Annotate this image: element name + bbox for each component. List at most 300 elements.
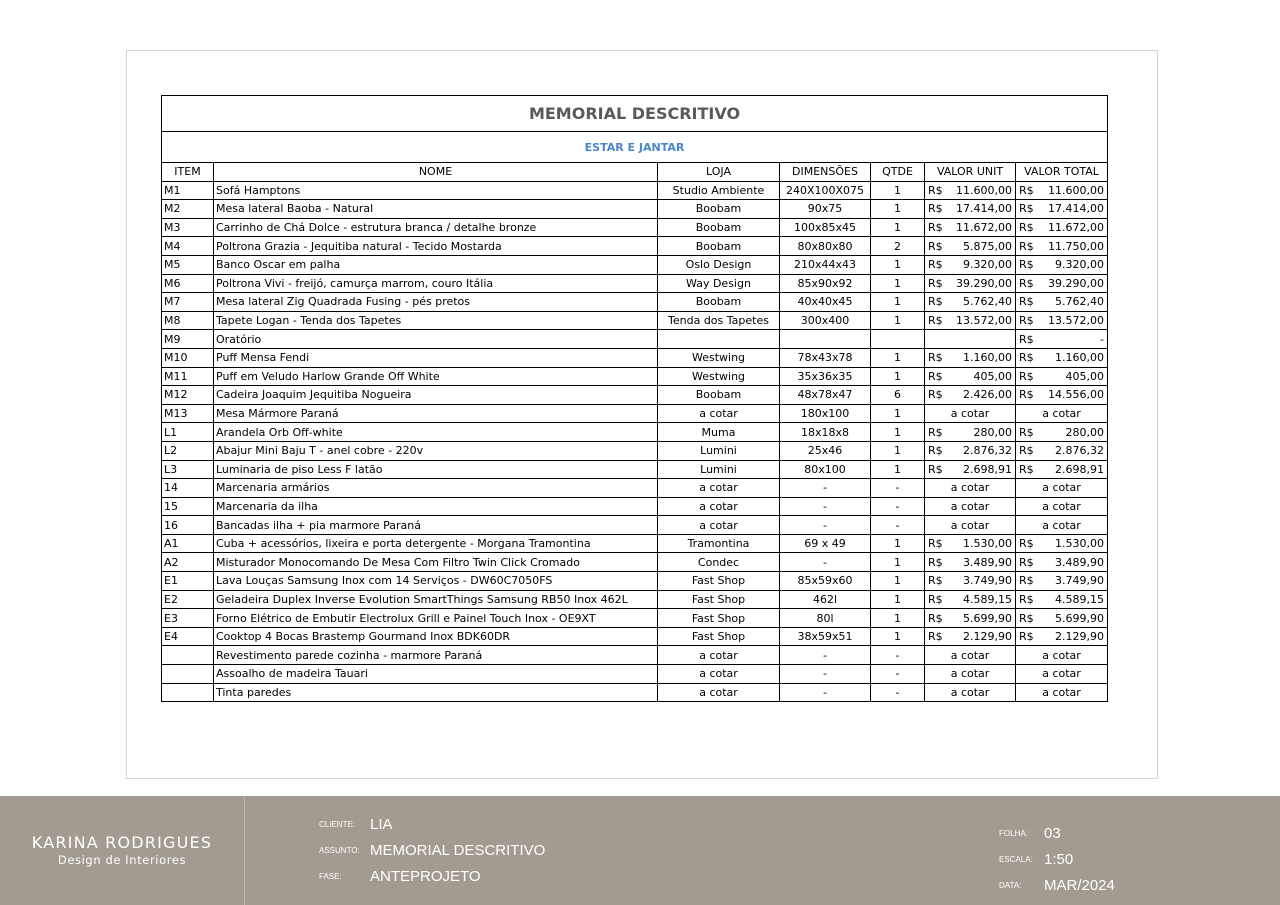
- total-price: [1016, 572, 1108, 591]
- item-store: Fast Shop: [658, 627, 780, 646]
- item-name: Arandela Orb Off-white: [214, 423, 658, 442]
- currency-symbol: R$: [928, 369, 943, 383]
- table-row: [162, 367, 1108, 386]
- item-dimensions: -: [780, 683, 871, 702]
- item-dimensions: 80x100: [780, 460, 871, 479]
- table-row: [162, 627, 1108, 646]
- unit-price: [925, 572, 1016, 591]
- item-code: M9: [162, 330, 214, 349]
- item-name: Assoalho de madeira Tauari: [214, 665, 658, 684]
- currency-symbol: R$: [1019, 276, 1034, 290]
- item-name: Carrinho de Chá Dolce - estrutura branca / detalhe bronze: [214, 218, 658, 237]
- item-store: Muma: [658, 423, 780, 442]
- item-store: a cotar: [658, 497, 780, 516]
- item-dimensions: 90x75: [780, 200, 871, 219]
- item-store: a cotar: [658, 665, 780, 684]
- total-price: a cotar: [1016, 646, 1108, 665]
- item-code: 15: [162, 497, 214, 516]
- data-label: DATA:: [999, 881, 1022, 890]
- item-dimensions: 69 x 49: [780, 534, 871, 553]
- item-store: Boobam: [658, 386, 780, 405]
- section-title: ESTAR E JANTAR: [162, 132, 1108, 163]
- item-dimensions: 462l: [780, 590, 871, 609]
- item-dimensions: 38x59x51: [780, 627, 871, 646]
- fase-label: FASE:: [319, 872, 342, 881]
- item-name: Oratório: [214, 330, 658, 349]
- item-code: M2: [162, 200, 214, 219]
- item-dimensions: 100x85x45: [780, 218, 871, 237]
- currency-symbol: R$: [928, 258, 943, 272]
- item-dimensions: 300x400: [780, 311, 871, 330]
- item-name: Forno Elétrico de Embutir Electrolux Grill e Painel Touch Inox - OE9XT: [214, 609, 658, 628]
- total-price: [1016, 627, 1108, 646]
- total-price-amount: 1.160,00: [1055, 351, 1104, 365]
- table-row: [162, 423, 1108, 442]
- item-name: Revestimento parede cozinha - marmore Paraná: [214, 646, 658, 665]
- item-dimensions: 80x80x80: [780, 237, 871, 256]
- currency-symbol: R$: [928, 221, 943, 235]
- unit-price: [925, 274, 1016, 293]
- total-price-amount: 405,00: [1065, 369, 1104, 383]
- currency-symbol: R$: [1019, 314, 1034, 328]
- table-row: [162, 534, 1108, 553]
- item-dimensions: [780, 330, 871, 349]
- folha-label: FOLHA:: [999, 829, 1028, 838]
- total-price-amount: 11.600,00: [1048, 183, 1104, 197]
- item-store: Boobam: [658, 293, 780, 312]
- currency-symbol: R$: [928, 314, 943, 328]
- currency-symbol: R$: [1019, 295, 1034, 309]
- item-name: Marcenaria armários: [214, 479, 658, 498]
- table-row: [162, 609, 1108, 628]
- item-name: Cadeira Joaquim Jequitiba Nogueira: [214, 386, 658, 405]
- unit-price: [925, 423, 1016, 442]
- unit-price-amount: 2.876,32: [963, 444, 1012, 458]
- item-store: Fast Shop: [658, 609, 780, 628]
- total-price-amount: 11.672,00: [1048, 221, 1104, 235]
- unit-price-amount: 11.600,00: [956, 183, 1012, 197]
- item-code: M11: [162, 367, 214, 386]
- item-name: Banco Oscar em palha: [214, 255, 658, 274]
- total-price-amount: 14.556,00: [1048, 388, 1104, 402]
- item-code: E1: [162, 572, 214, 591]
- table-row: [162, 665, 1108, 684]
- item-name: Tapete Logan - Tenda dos Tapetes: [214, 311, 658, 330]
- item-store: a cotar: [658, 479, 780, 498]
- item-quantity: 1: [871, 590, 925, 609]
- currency-symbol: R$: [1019, 258, 1034, 272]
- currency-symbol: R$: [928, 444, 943, 458]
- col-header-nome: NOME: [214, 163, 658, 182]
- unit-price: [925, 348, 1016, 367]
- currency-symbol: R$: [1019, 425, 1034, 439]
- currency-symbol: R$: [1019, 183, 1034, 197]
- item-store: Boobam: [658, 218, 780, 237]
- item-name: Puff em Veludo Harlow Grande Off White: [214, 367, 658, 386]
- unit-price: a cotar: [925, 665, 1016, 684]
- currency-symbol: R$: [928, 630, 943, 644]
- item-quantity: -: [871, 479, 925, 498]
- currency-symbol: R$: [1019, 351, 1034, 365]
- unit-price-amount: 5.699,90: [963, 611, 1012, 625]
- table-row: [162, 181, 1108, 200]
- unit-price-amount: 5.875,00: [963, 239, 1012, 253]
- table-row: [162, 237, 1108, 256]
- total-price: [1016, 181, 1108, 200]
- total-price: [1016, 237, 1108, 256]
- item-store: Tramontina: [658, 534, 780, 553]
- unit-price: [925, 218, 1016, 237]
- total-price: [1016, 460, 1108, 479]
- unit-price: [925, 293, 1016, 312]
- currency-symbol: R$: [928, 239, 943, 253]
- unit-price-amount: 4.589,15: [963, 592, 1012, 606]
- currency-symbol: R$: [1019, 369, 1034, 383]
- item-name: Puff Mensa Fendi: [214, 348, 658, 367]
- total-price: [1016, 441, 1108, 460]
- unit-price-amount: 2.129,90: [963, 630, 1012, 644]
- item-name: Mesa Mármore Paraná: [214, 404, 658, 423]
- total-price-amount: 17.414,00: [1048, 202, 1104, 216]
- table-row: [162, 311, 1108, 330]
- unit-price-amount: 13.572,00: [956, 314, 1012, 328]
- item-name: Geladeira Duplex Inverse Evolution SmartThings Samsung RB50 Inox 462L: [214, 590, 658, 609]
- unit-price-amount: 2.698,91: [963, 462, 1012, 476]
- item-code: A1: [162, 534, 214, 553]
- table-row: [162, 386, 1108, 405]
- table-row: [162, 646, 1108, 665]
- total-price: [1016, 218, 1108, 237]
- item-quantity: 1: [871, 404, 925, 423]
- item-store: Lumini: [658, 460, 780, 479]
- item-store: Fast Shop: [658, 590, 780, 609]
- item-quantity: 6: [871, 386, 925, 405]
- item-name: Sofá Hamptons: [214, 181, 658, 200]
- total-price: [1016, 348, 1108, 367]
- data-value: MAR/2024: [1044, 877, 1115, 894]
- total-price: [1016, 330, 1108, 349]
- folha-value: 03: [1044, 825, 1061, 842]
- total-price-amount: 3.489,90: [1055, 555, 1104, 569]
- item-quantity: 1: [871, 218, 925, 237]
- total-price-amount: 1.530,00: [1055, 537, 1104, 551]
- memorial-table: [161, 95, 1108, 702]
- col-header-valor-total: VALOR TOTAL: [1016, 163, 1108, 182]
- unit-price-amount: 9.320,00: [963, 258, 1012, 272]
- item-name: Tinta paredes: [214, 683, 658, 702]
- assunto-label: ASSUNTO:: [319, 846, 360, 855]
- item-quantity: 1: [871, 274, 925, 293]
- table-row: [162, 553, 1108, 572]
- item-dimensions: 180x100: [780, 404, 871, 423]
- total-price-amount: 280,00: [1065, 425, 1104, 439]
- item-quantity: 1: [871, 293, 925, 312]
- item-code: L2: [162, 441, 214, 460]
- item-dimensions: -: [780, 665, 871, 684]
- currency-symbol: R$: [928, 425, 943, 439]
- currency-symbol: R$: [1019, 462, 1034, 476]
- unit-price: [925, 590, 1016, 609]
- item-quantity: -: [871, 646, 925, 665]
- item-code: M1: [162, 181, 214, 200]
- item-code: L1: [162, 423, 214, 442]
- col-header-loja: LOJA: [658, 163, 780, 182]
- unit-price: [925, 534, 1016, 553]
- total-price-amount: 2.129,90: [1055, 630, 1104, 644]
- item-dimensions: 85x59x60: [780, 572, 871, 591]
- table-row: [162, 348, 1108, 367]
- currency-symbol: R$: [928, 183, 943, 197]
- fase-value: ANTEPROJETO: [370, 868, 481, 885]
- item-store: a cotar: [658, 646, 780, 665]
- item-code: L3: [162, 460, 214, 479]
- table-row: [162, 404, 1108, 423]
- brand-name: KARINA RODRIGUES: [31, 833, 213, 852]
- total-price: a cotar: [1016, 516, 1108, 535]
- item-quantity: 1: [871, 181, 925, 200]
- item-quantity: 1: [871, 553, 925, 572]
- item-dimensions: 78x43x78: [780, 348, 871, 367]
- table-row: [162, 516, 1108, 535]
- item-store: Studio Ambiente: [658, 181, 780, 200]
- item-store: a cotar: [658, 404, 780, 423]
- item-store: Lumini: [658, 441, 780, 460]
- item-code: M5: [162, 255, 214, 274]
- item-store: Boobam: [658, 237, 780, 256]
- unit-price-amount: 17.414,00: [956, 202, 1012, 216]
- table-row: [162, 200, 1108, 219]
- unit-price-amount: 2.426,00: [963, 388, 1012, 402]
- unit-price-amount: 3.489,90: [963, 555, 1012, 569]
- unit-price: [925, 330, 1016, 349]
- item-store: [658, 330, 780, 349]
- total-price-amount: 5.762,40: [1055, 295, 1104, 309]
- table-row: [162, 274, 1108, 293]
- total-price-amount: 3.749,90: [1055, 574, 1104, 588]
- item-dimensions: -: [780, 497, 871, 516]
- item-quantity: 1: [871, 311, 925, 330]
- currency-symbol: R$: [1019, 202, 1034, 216]
- total-price: a cotar: [1016, 665, 1108, 684]
- table-row: [162, 590, 1108, 609]
- unit-price: a cotar: [925, 404, 1016, 423]
- currency-symbol: R$: [928, 351, 943, 365]
- currency-symbol: R$: [928, 537, 943, 551]
- item-code: M10: [162, 348, 214, 367]
- currency-symbol: R$: [1019, 611, 1034, 625]
- unit-price: [925, 311, 1016, 330]
- total-price: a cotar: [1016, 497, 1108, 516]
- total-price-amount: 5.699,90: [1055, 611, 1104, 625]
- item-store: Way Design: [658, 274, 780, 293]
- unit-price-amount: 1.530,00: [963, 537, 1012, 551]
- currency-symbol: R$: [928, 276, 943, 290]
- unit-price-amount: 3.749,90: [963, 574, 1012, 588]
- total-price: a cotar: [1016, 479, 1108, 498]
- total-price: [1016, 274, 1108, 293]
- cliente-value: LIA: [370, 816, 393, 833]
- total-price-amount: 13.572,00: [1048, 314, 1104, 328]
- total-price: [1016, 311, 1108, 330]
- total-price: a cotar: [1016, 404, 1108, 423]
- unit-price: [925, 460, 1016, 479]
- table-row: [162, 497, 1108, 516]
- item-quantity: 1: [871, 348, 925, 367]
- item-store: Oslo Design: [658, 255, 780, 274]
- item-code: M8: [162, 311, 214, 330]
- unit-price: [925, 181, 1016, 200]
- unit-price-amount: 280,00: [973, 425, 1012, 439]
- unit-price: a cotar: [925, 646, 1016, 665]
- item-name: Misturador Monocomando De Mesa Com Filtro Twin Click Cromado: [214, 553, 658, 572]
- currency-symbol: R$: [928, 295, 943, 309]
- currency-symbol: R$: [1019, 239, 1034, 253]
- item-code: [162, 646, 214, 665]
- total-price: a cotar: [1016, 683, 1108, 702]
- total-price: [1016, 534, 1108, 553]
- item-name: Poltrona Vivi - freijó, camurça marrom, couro Itália: [214, 274, 658, 293]
- currency-symbol: R$: [1019, 221, 1034, 235]
- item-code: E4: [162, 627, 214, 646]
- currency-symbol: R$: [928, 611, 943, 625]
- item-code: M12: [162, 386, 214, 405]
- item-quantity: 1: [871, 627, 925, 646]
- unit-price: a cotar: [925, 516, 1016, 535]
- cliente-label: CLIENTE:: [319, 820, 356, 829]
- table-row: [162, 460, 1108, 479]
- table-row: [162, 441, 1108, 460]
- item-dimensions: -: [780, 646, 871, 665]
- item-dimensions: 240X100X075: [780, 181, 871, 200]
- item-name: Cuba + acessórios, lixeira e porta detergente - Morgana Tramontina: [214, 534, 658, 553]
- unit-price: a cotar: [925, 497, 1016, 516]
- currency-symbol: R$: [1019, 592, 1034, 606]
- title-block-footer: [0, 796, 1280, 905]
- table-row: [162, 683, 1108, 702]
- item-name: Lava Louças Samsung Inox com 14 Serviços - DW60C7050FS: [214, 572, 658, 591]
- item-code: M3: [162, 218, 214, 237]
- item-quantity: 1: [871, 460, 925, 479]
- item-code: 14: [162, 479, 214, 498]
- item-code: M6: [162, 274, 214, 293]
- item-quantity: [871, 330, 925, 349]
- item-name: Poltrona Grazia - Jequitiba natural - Tecido Mostarda: [214, 237, 658, 256]
- table-row: [162, 330, 1108, 349]
- item-store: Condec: [658, 553, 780, 572]
- currency-symbol: R$: [1019, 332, 1034, 346]
- item-dimensions: 35x36x35: [780, 367, 871, 386]
- unit-price: a cotar: [925, 479, 1016, 498]
- item-store: Westwing: [658, 348, 780, 367]
- item-quantity: 2: [871, 237, 925, 256]
- assunto-value: MEMORIAL DESCRITIVO: [370, 842, 546, 859]
- currency-symbol: R$: [1019, 388, 1034, 402]
- total-price-amount: 4.589,15: [1055, 592, 1104, 606]
- total-price-amount: 2.876,32: [1055, 444, 1104, 458]
- item-quantity: 1: [871, 367, 925, 386]
- item-quantity: 1: [871, 423, 925, 442]
- total-price-amount: 39.290,00: [1048, 276, 1104, 290]
- currency-symbol: R$: [1019, 537, 1034, 551]
- item-quantity: -: [871, 497, 925, 516]
- table-row: [162, 479, 1108, 498]
- unit-price-amount: 5.762,40: [963, 295, 1012, 309]
- unit-price: [925, 200, 1016, 219]
- item-quantity: 1: [871, 255, 925, 274]
- total-price-amount: 11.750,00: [1048, 239, 1104, 253]
- item-name: Mesa lateral Zig Quadrada Fusing - pés pretos: [214, 293, 658, 312]
- footer-divider: [244, 796, 245, 905]
- table-row: [162, 255, 1108, 274]
- item-name: Bancadas ilha + pia marmore Paraná: [214, 516, 658, 535]
- brand-subtitle: Design de Interiores: [57, 853, 187, 867]
- item-code: [162, 665, 214, 684]
- total-price-amount: 9.320,00: [1055, 258, 1104, 272]
- item-name: Marcenaria da ilha: [214, 497, 658, 516]
- item-quantity: 1: [871, 441, 925, 460]
- total-price-amount: -: [1100, 332, 1104, 346]
- item-code: A2: [162, 553, 214, 572]
- unit-price: [925, 553, 1016, 572]
- item-dimensions: 18x18x8: [780, 423, 871, 442]
- item-code: E2: [162, 590, 214, 609]
- total-price: [1016, 609, 1108, 628]
- unit-price: [925, 237, 1016, 256]
- unit-price: a cotar: [925, 683, 1016, 702]
- currency-symbol: R$: [928, 202, 943, 216]
- unit-price-amount: 11.672,00: [956, 221, 1012, 235]
- item-dimensions: -: [780, 516, 871, 535]
- item-code: E3: [162, 609, 214, 628]
- item-code: M4: [162, 237, 214, 256]
- currency-symbol: R$: [1019, 555, 1034, 569]
- item-quantity: 1: [871, 572, 925, 591]
- total-price: [1016, 386, 1108, 405]
- col-header-dimensoes: DIMENSÕES: [780, 163, 871, 182]
- unit-price-amount: 1.160,00: [963, 351, 1012, 365]
- item-quantity: 1: [871, 200, 925, 219]
- currency-symbol: R$: [1019, 444, 1034, 458]
- table-row: [162, 218, 1108, 237]
- item-quantity: 1: [871, 609, 925, 628]
- item-dimensions: -: [780, 479, 871, 498]
- item-dimensions: 80l: [780, 609, 871, 628]
- currency-symbol: R$: [928, 388, 943, 402]
- item-name: Luminaria de piso Less F latão: [214, 460, 658, 479]
- item-dimensions: 210x44x43: [780, 255, 871, 274]
- item-code: [162, 683, 214, 702]
- document-title: MEMORIAL DESCRITIVO: [162, 96, 1108, 132]
- header-row: [162, 163, 1108, 182]
- item-dimensions: 85x90x92: [780, 274, 871, 293]
- currency-symbol: R$: [928, 592, 943, 606]
- total-price: [1016, 255, 1108, 274]
- item-code: M7: [162, 293, 214, 312]
- item-dimensions: 25x46: [780, 441, 871, 460]
- unit-price: [925, 386, 1016, 405]
- item-quantity: -: [871, 516, 925, 535]
- currency-symbol: R$: [1019, 574, 1034, 588]
- unit-price-amount: 405,00: [973, 369, 1012, 383]
- item-name: Cooktop 4 Bocas Brastemp Gourmand Inox BDK60DR: [214, 627, 658, 646]
- item-dimensions: 40x40x45: [780, 293, 871, 312]
- item-name: Abajur Mini Baju T - anel cobre - 220v: [214, 441, 658, 460]
- escala-value: 1:50: [1044, 851, 1074, 868]
- item-quantity: -: [871, 665, 925, 684]
- unit-price: [925, 441, 1016, 460]
- unit-price: [925, 627, 1016, 646]
- currency-symbol: R$: [928, 574, 943, 588]
